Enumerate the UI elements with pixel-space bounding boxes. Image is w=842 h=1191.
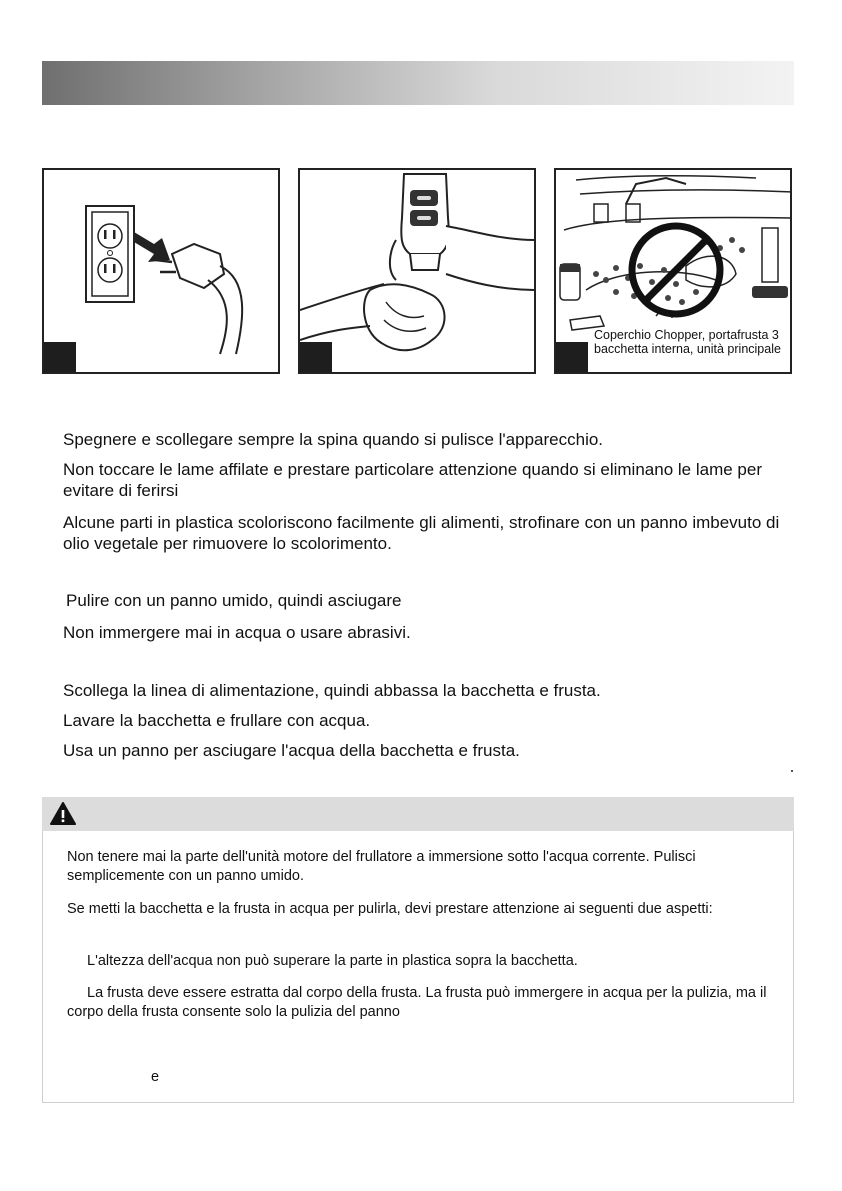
warning-paragraph: Se metti la bacchetta e la frusta in acqua per pulirla, devi prestare attenzione ai seguenti due aspetti: <box>67 901 713 917</box>
wand-instruction: Scollega la linea di alimentazione, quindi abbassa la bacchetta e frusta. <box>63 681 601 700</box>
no-dishwasher-illustration <box>554 168 792 374</box>
wand-instruction: Lavare la bacchetta e frullare con acqua. <box>63 711 371 730</box>
step-badge-2 <box>300 342 332 372</box>
wipe-illustration <box>298 168 536 374</box>
step-badge-1 <box>44 342 76 372</box>
warning-box <box>42 831 794 1103</box>
warning-icon <box>50 802 76 826</box>
warning-paragraph: Non tenere mai la parte dell'unità motore del frullatore a immersione sotto l'acqua corrente. Pulisci semplicemente con un panno umido. <box>67 849 696 884</box>
panel-caption: Coperchio Chopper, portafrusta 3 bacchetta interna, unità principale <box>594 328 792 356</box>
unplug-drawing <box>44 170 280 374</box>
warning-paragraph: La frusta deve essere estratta dal corpo della frusta. La frusta può immergere in acqua per la pulizia, ma il corpo della frusta consente solo la pulizia del panno <box>67 985 767 1020</box>
warning-header-bar <box>42 797 794 831</box>
wipe-drawing <box>300 170 536 374</box>
warning-paragraph: e <box>151 1069 160 1085</box>
general-instruction: Alcune parti in plastica scoloriscono facilmente gli alimenti, strofinare con un panno imbevuto di olio vegetale per rimuovere lo scolorimento. <box>63 513 780 553</box>
general-instruction: Spegnere e scollegare sempre la spina quando si pulisce l'apparecchio. <box>63 430 604 449</box>
warning-paragraph: L'altezza dell'acqua non può superare la parte in plastica sopra la bacchetta. <box>87 953 578 969</box>
section-header-bar <box>42 61 794 105</box>
general-instruction: Non toccare le lame affilate e prestare particolare attenzione quando si eliminano le lame per evitare di ferirsi <box>63 460 762 500</box>
motor-unit-instruction: Pulire con un panno umido, quindi asciugare <box>66 591 402 610</box>
step-badge-3 <box>556 342 588 372</box>
motor-unit-instruction: Non immergere mai in acqua o usare abrasivi. <box>63 623 411 642</box>
unplug-illustration <box>42 168 280 374</box>
wand-instruction: Usa un panno per asciugare l'acqua della bacchetta e frusta. <box>63 741 520 760</box>
stray-mark <box>791 770 793 772</box>
